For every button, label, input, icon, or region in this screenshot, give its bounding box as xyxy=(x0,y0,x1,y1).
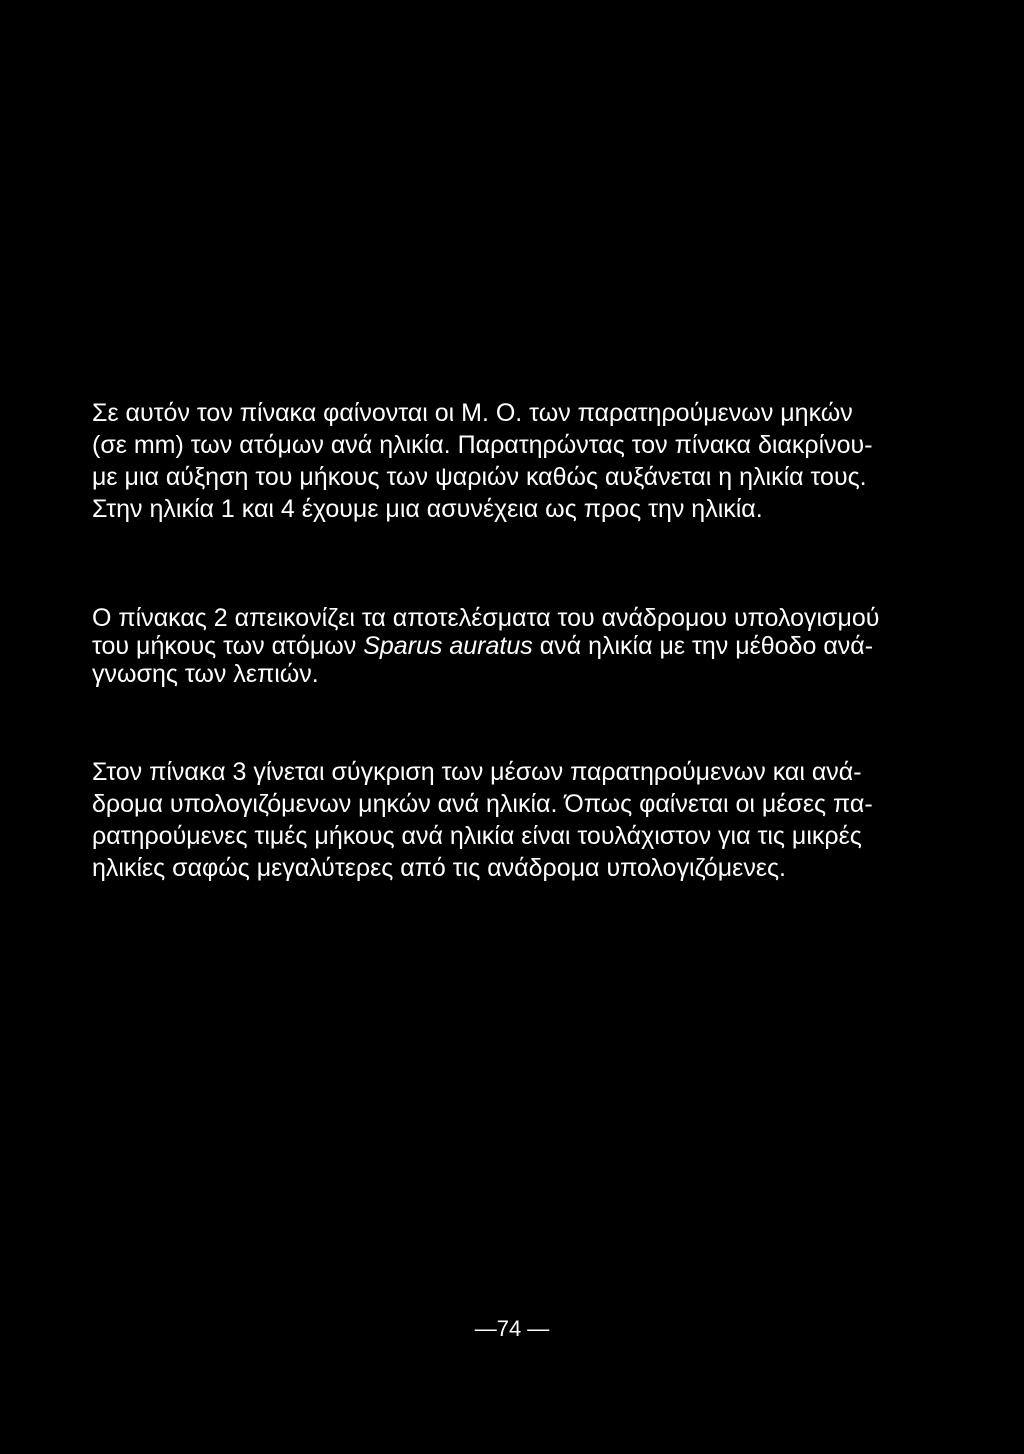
paragraph-line: (σε mm) των ατόμων ανά ηλικία. Παρατηρώντας τον πίνακα διακρίνου- xyxy=(92,431,873,459)
species-name: Sparus auratus xyxy=(363,632,533,660)
paragraph-line xyxy=(92,632,954,660)
paragraph-observed-lengths xyxy=(92,397,954,525)
paragraph-line: Ο πίνακας 2 απεικονίζει τα αποτελέσματα του ανάδρομου υπολογισμού xyxy=(92,604,880,632)
paragraph-line: Στην ηλικία 1 και 4 έχουμε μια ασυνέχεια ως προς την ηλικία. xyxy=(92,495,763,523)
paragraph-comparison xyxy=(92,756,954,884)
paragraph-line: γνωσης των λεπιών. xyxy=(92,660,319,688)
line-text: του μήκους των ατόμων xyxy=(92,632,364,660)
paragraph-line: δρομα υπολογιζόμενων μηκών ανά ηλικία. Όπως φαίνεται οι μέσες πα- xyxy=(92,790,873,818)
paragraph-line: ηλικίες σαφώς μεγαλύτερες από τις ανάδρομα υπολογιζόμενες. xyxy=(92,854,786,882)
paragraph-back-calculation xyxy=(92,604,954,688)
paragraph-line: με μια αύξηση του μήκους των ψαριών καθώς αυξάνεται η ηλικία τους. xyxy=(92,463,867,491)
paragraph-line: ρατηρούμενες τιμές μήκους ανά ηλικία είναι τουλάχιστον για τις μικρές xyxy=(92,822,862,850)
paragraph-line: Στον πίνακα 3 γίνεται σύγκριση των μέσων παρατηρούμενων και ανά- xyxy=(92,758,862,786)
line-text: ανά ηλικία με την μέθοδο ανά- xyxy=(532,632,874,660)
paragraph-line: Σε αυτόν τον πίνακα φαίνονται οι Μ. Ο. των παρατηρούμενων μηκών xyxy=(92,399,853,427)
page-number: —74 — xyxy=(474,1316,550,1341)
